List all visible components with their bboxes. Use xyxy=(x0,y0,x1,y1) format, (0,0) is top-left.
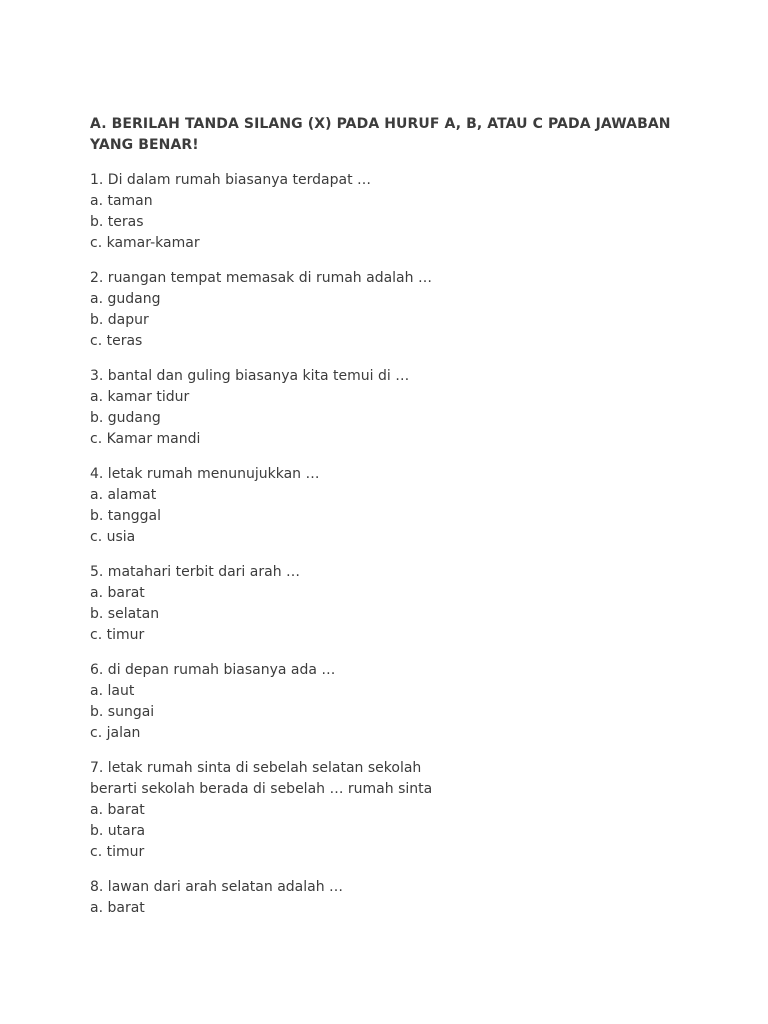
question-text: 4. letak rumah menunujukkan … xyxy=(90,466,320,482)
question-item xyxy=(90,562,690,646)
question-text: 6. di depan rumah biasanya ada … xyxy=(90,662,336,678)
answer-option: b. dapur xyxy=(90,312,149,328)
answer-option: c. kamar-kamar xyxy=(90,235,200,251)
answer-option: b. utara xyxy=(90,823,146,839)
question-item xyxy=(90,170,690,254)
answer-option: a. taman xyxy=(90,193,153,209)
answer-option: a. alamat xyxy=(90,487,157,503)
answer-option: c. timur xyxy=(90,844,145,860)
answer-option: b. tanggal xyxy=(90,508,161,524)
answer-option: a. barat xyxy=(90,802,145,818)
answer-option: b. teras xyxy=(90,214,144,230)
answer-option: a. barat xyxy=(90,585,145,601)
answer-option: c. jalan xyxy=(90,725,141,741)
answer-option: b. gudang xyxy=(90,410,161,426)
answer-option: a. gudang xyxy=(90,291,161,307)
answer-option: b. sungai xyxy=(90,704,155,720)
question-item xyxy=(90,660,690,744)
answer-option: c. usia xyxy=(90,529,136,545)
question-text: 7. letak rumah sinta di sebelah selatan sekolah berarti sekolah berada di sebelah … rumah sinta xyxy=(90,760,433,797)
question-item xyxy=(90,464,690,548)
answer-option: c. Kamar mandi xyxy=(90,431,201,447)
section-heading: A. BERILAH TANDA SILANG (X) PADA HURUF A, B, ATAU C PADA JAWABAN YANG BENAR! xyxy=(90,116,671,153)
question-text: 3. bantal dan guling biasanya kita temui di … xyxy=(90,368,410,384)
question-item xyxy=(90,758,690,863)
question-item xyxy=(90,366,690,450)
question-item xyxy=(90,877,690,919)
answer-option: b. selatan xyxy=(90,606,160,622)
document-page xyxy=(90,114,690,933)
answer-option: a. laut xyxy=(90,683,135,699)
answer-option: c. teras xyxy=(90,333,143,349)
question-text: 5. matahari terbit dari arah … xyxy=(90,564,301,580)
question-item xyxy=(90,268,690,352)
question-text: 8. lawan dari arah selatan adalah … xyxy=(90,879,344,895)
question-text: 1. Di dalam rumah biasanya terdapat … xyxy=(90,172,372,188)
answer-option: c. timur xyxy=(90,627,145,643)
answer-option: a. kamar tidur xyxy=(90,389,190,405)
answer-option: a. barat xyxy=(90,900,145,916)
question-text: 2. ruangan tempat memasak di rumah adalah … xyxy=(90,270,432,286)
